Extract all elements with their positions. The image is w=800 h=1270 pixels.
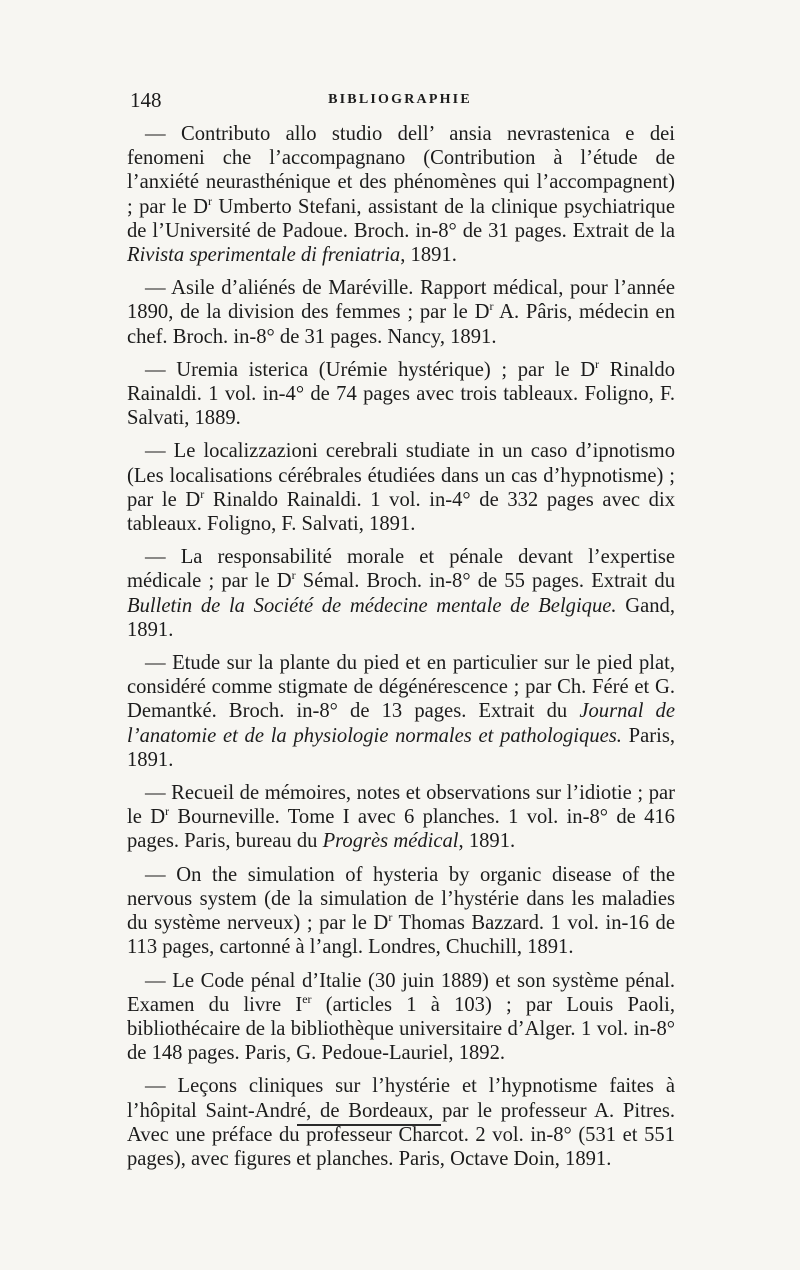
page-header [0,88,800,118]
bibliography-entry: — Asile d’aliénés de Maréville. Rapport médical, pour l’année 1890, de la division des femmes ; par le $D^r$ A. Pâris, médecin en chef. Broch. in-8° de 31 pages. Nancy, 1891. [127,277,675,348]
bibliography-list [127,122,675,1180]
bibliography-entry: — Le localizzazioni cerebrali studiate in un caso d’ipnotismo (Les localisations cérébrales étudiées dans un cas d’hypnotisme) ; par le $D^r$ Rinaldo Rainaldi. 1 vol. in-4° de 332 pages avec dix tableaux. Foligno, F. Salvati, 1891. [127,440,675,536]
bibliography-entry: — Recueil de mémoires, notes et observations sur l’idiotie ; par le $D^r$ Bourneville. Tome I avec 6 planches. 1 vol. in-8° de 416 pages. Paris, bureau du Progrès médical, 1891. [127,782,675,853]
bibliography-entry: — Uremia isterica (Urémie hystérique) ; par le $D^r$ Rinaldo Rainaldi. 1 vol. in-4° de 74 pages avec trois tableaux. Foligno, F. Salvati, 1889. [127,356,675,430]
bibliography-entry: — Leçons cliniques sur l’hystérie et l’hypnotisme faites à l’hôpital Saint-André, de Bordeaux, par le professeur A. Pitres. Avec une préface du professeur Charcot. 2 vol. in-8° (531 et 551 pages), avec figures et planches. Paris, Octave Doin, 1891. [127,1075,675,1170]
bibliography-entry: — On the simulation of hysteria by organic disease of the nervous system (de la simulation de l’hystérie dans les maladies du système nerveux) ; par le $D^r$ Thomas Bazzard. 1 vol. in-16 de 113 pages, cartonné à l’angl. Londres, Chuchill, 1891. [127,863,675,959]
page-number: 148 [130,88,162,112]
running-title: BIBLIOGRAPHIE [328,92,472,107]
bibliography-entry: — La responsabilité morale et pénale devant l’expertise médicale ; par le $D^r$ Sémal. Broch. in-8° de 55 pages. Extrait du Bulletin de la Société de médecine mentale de Belgique. Gand, 1891. [127,546,675,641]
end-rule [297,1124,441,1126]
bibliography-entry: — Etude sur la plante du pied et en particulier sur le pied plat, considéré comme stigmate de dégénérescence ; par Ch. Féré et G. Demantké. Broch. in-8° de 13 pages. Extrait du Journal de l’anatomie et de la physiologie normales et pathologiques. Paris, 1891. [127,652,675,771]
bibliography-entry: — Contributo allo studio dell’ ansia nevrastenica e dei fenomeni che l’accompagnano (Contribution à l’étude de l’anxiété neurasthénique et des phénomènes qui l’accompagnent) ; par le $D^r$ Umberto Stefani, assistant de la clinique psychiatrique de l’Université de Padoue. Broch. in-8° de 31 pages. Extrait de la Rivista sperimentale di freniatria, 1891. [127,123,675,267]
bibliography-entry: — Le Code pénal d’Italie (30 juin 1889) et son système pénal. Examen du livre Ier (articles 1 à 103) ; par Louis Paoli, bibliothécaire de la bibliothèque universitaire d’Alger. 1 vol. in-8° de 148 pages. Paris, G. Pedoue-Lauriel, 1892. [127,969,675,1065]
